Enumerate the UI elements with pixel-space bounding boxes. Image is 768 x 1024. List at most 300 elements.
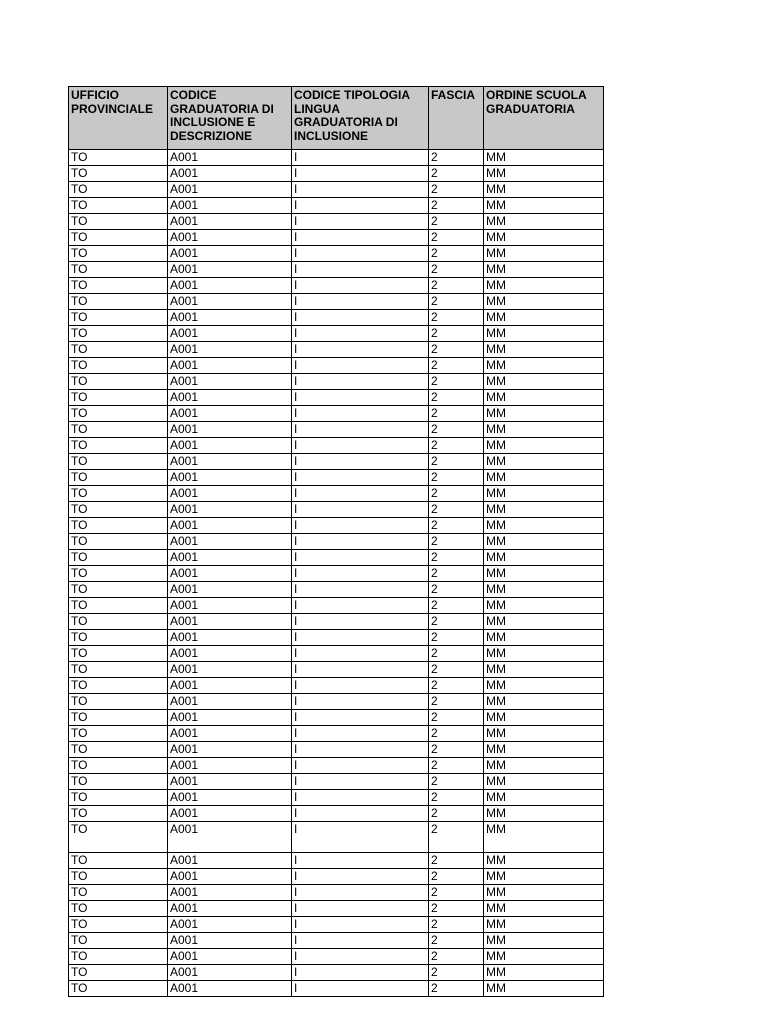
cell-ufficio: TO (69, 246, 168, 262)
cell-codice-graduatoria: A001 (168, 901, 292, 917)
cell-ordine-scuola: MM (484, 534, 604, 550)
cell-ufficio: TO (69, 758, 168, 774)
cell-fascia: 2 (429, 310, 484, 326)
cell-codice-tipologia: I (292, 885, 429, 901)
cell-ufficio: TO (69, 582, 168, 598)
cell-ordine-scuola: MM (484, 614, 604, 630)
cell-fascia: 2 (429, 981, 484, 997)
cell-fascia: 2 (429, 566, 484, 582)
table-body (69, 150, 604, 997)
cell-codice-tipologia: I (292, 646, 429, 662)
cell-codice-graduatoria: A001 (168, 550, 292, 566)
cell-codice-graduatoria: A001 (168, 150, 292, 166)
cell-ordine-scuola: MM (484, 710, 604, 726)
table-row (69, 310, 604, 326)
cell-ordine-scuola: MM (484, 694, 604, 710)
cell-codice-tipologia: I (292, 390, 429, 406)
table-row (69, 598, 604, 614)
cell-codice-graduatoria: A001 (168, 630, 292, 646)
cell-codice-tipologia: I (292, 294, 429, 310)
cell-codice-graduatoria: A001 (168, 869, 292, 885)
table-row (69, 630, 604, 646)
cell-fascia: 2 (429, 486, 484, 502)
cell-codice-tipologia: I (292, 678, 429, 694)
cell-ufficio: TO (69, 678, 168, 694)
cell-ufficio: TO (69, 949, 168, 965)
cell-codice-tipologia: I (292, 550, 429, 566)
cell-codice-graduatoria: A001 (168, 502, 292, 518)
table-row (69, 949, 604, 965)
cell-codice-graduatoria: A001 (168, 406, 292, 422)
col-header-codice-graduatoria: CODICE GRADUATORIA DI INCLUSIONE E DESCRIZIONE (168, 87, 292, 150)
cell-codice-graduatoria: A001 (168, 374, 292, 390)
table-row (69, 374, 604, 390)
data-table (68, 86, 604, 997)
table-row (69, 726, 604, 742)
cell-fascia: 2 (429, 774, 484, 790)
cell-codice-tipologia: I (292, 710, 429, 726)
col-header-ordine-scuola: ORDINE SCUOLA GRADUATORIA (484, 87, 604, 150)
cell-codice-graduatoria: A001 (168, 518, 292, 534)
cell-fascia: 2 (429, 214, 484, 230)
cell-fascia: 2 (429, 198, 484, 214)
cell-ordine-scuola: MM (484, 246, 604, 262)
cell-codice-tipologia: I (292, 582, 429, 598)
cell-ufficio: TO (69, 230, 168, 246)
cell-codice-tipologia: I (292, 614, 429, 630)
table-row (69, 710, 604, 726)
cell-fascia: 2 (429, 166, 484, 182)
cell-codice-tipologia: I (292, 869, 429, 885)
cell-codice-tipologia: I (292, 214, 429, 230)
cell-fascia: 2 (429, 422, 484, 438)
cell-fascia: 2 (429, 614, 484, 630)
cell-ufficio: TO (69, 518, 168, 534)
table-row (69, 774, 604, 790)
cell-codice-graduatoria: A001 (168, 534, 292, 550)
table-row (69, 853, 604, 869)
cell-codice-tipologia: I (292, 630, 429, 646)
cell-codice-graduatoria: A001 (168, 726, 292, 742)
cell-ufficio: TO (69, 310, 168, 326)
table-row (69, 550, 604, 566)
table-row (69, 438, 604, 454)
cell-ufficio: TO (69, 742, 168, 758)
cell-codice-graduatoria: A001 (168, 566, 292, 582)
cell-codice-tipologia: I (292, 502, 429, 518)
cell-ufficio: TO (69, 534, 168, 550)
table-row (69, 390, 604, 406)
cell-ufficio: TO (69, 454, 168, 470)
cell-ufficio: TO (69, 646, 168, 662)
table-row (69, 342, 604, 358)
table-row (69, 486, 604, 502)
cell-codice-graduatoria: A001 (168, 933, 292, 949)
cell-codice-graduatoria: A001 (168, 486, 292, 502)
cell-fascia: 2 (429, 230, 484, 246)
cell-fascia: 2 (429, 534, 484, 550)
cell-ufficio: TO (69, 166, 168, 182)
cell-ufficio: TO (69, 965, 168, 981)
cell-codice-tipologia: I (292, 422, 429, 438)
col-header-ufficio-provinciale: UFFICIO PROVINCIALE (69, 87, 168, 150)
cell-ordine-scuola: MM (484, 198, 604, 214)
cell-ordine-scuola: MM (484, 598, 604, 614)
cell-ufficio: TO (69, 470, 168, 486)
cell-ufficio: TO (69, 278, 168, 294)
cell-ufficio: TO (69, 614, 168, 630)
table-row (69, 246, 604, 262)
cell-ordine-scuola: MM (484, 326, 604, 342)
cell-fascia: 2 (429, 901, 484, 917)
cell-fascia: 2 (429, 326, 484, 342)
cell-fascia: 2 (429, 949, 484, 965)
cell-codice-tipologia: I (292, 230, 429, 246)
cell-fascia: 2 (429, 630, 484, 646)
cell-codice-graduatoria: A001 (168, 806, 292, 822)
table-row (69, 518, 604, 534)
cell-ordine-scuola: MM (484, 406, 604, 422)
cell-fascia: 2 (429, 822, 484, 853)
cell-codice-graduatoria: A001 (168, 358, 292, 374)
cell-ufficio: TO (69, 262, 168, 278)
table-row (69, 422, 604, 438)
cell-ordine-scuola: MM (484, 758, 604, 774)
cell-ufficio: TO (69, 550, 168, 566)
cell-codice-graduatoria: A001 (168, 166, 292, 182)
table-row (69, 885, 604, 901)
cell-codice-graduatoria: A001 (168, 422, 292, 438)
table-row (69, 534, 604, 550)
cell-ufficio: TO (69, 822, 168, 853)
cell-ufficio: TO (69, 790, 168, 806)
col-header-fascia: FASCIA (429, 87, 484, 150)
cell-ordine-scuola: MM (484, 550, 604, 566)
table-row (69, 965, 604, 981)
cell-ufficio: TO (69, 806, 168, 822)
cell-ufficio: TO (69, 694, 168, 710)
cell-ufficio: TO (69, 869, 168, 885)
cell-codice-tipologia: I (292, 949, 429, 965)
table-row (69, 869, 604, 885)
cell-ordine-scuola: MM (484, 582, 604, 598)
cell-ufficio: TO (69, 566, 168, 582)
cell-ordine-scuola: MM (484, 342, 604, 358)
table-row (69, 470, 604, 486)
cell-ordine-scuola: MM (484, 901, 604, 917)
cell-fascia: 2 (429, 726, 484, 742)
cell-fascia: 2 (429, 582, 484, 598)
cell-codice-graduatoria: A001 (168, 981, 292, 997)
table-row (69, 694, 604, 710)
cell-codice-graduatoria: A001 (168, 310, 292, 326)
cell-codice-graduatoria: A001 (168, 774, 292, 790)
cell-codice-graduatoria: A001 (168, 598, 292, 614)
cell-ordine-scuola: MM (484, 917, 604, 933)
cell-codice-graduatoria: A001 (168, 917, 292, 933)
cell-ufficio: TO (69, 390, 168, 406)
cell-codice-graduatoria: A001 (168, 965, 292, 981)
cell-codice-tipologia: I (292, 454, 429, 470)
cell-fascia: 2 (429, 358, 484, 374)
cell-codice-tipologia: I (292, 310, 429, 326)
cell-codice-graduatoria: A001 (168, 582, 292, 598)
table-row (69, 614, 604, 630)
cell-codice-graduatoria: A001 (168, 710, 292, 726)
cell-ordine-scuola: MM (484, 374, 604, 390)
cell-fascia: 2 (429, 390, 484, 406)
cell-ordine-scuola: MM (484, 790, 604, 806)
cell-ufficio: TO (69, 885, 168, 901)
table-row (69, 806, 604, 822)
table-row (69, 822, 604, 853)
cell-fascia: 2 (429, 182, 484, 198)
table-row (69, 214, 604, 230)
cell-ordine-scuola: MM (484, 662, 604, 678)
table-row (69, 502, 604, 518)
cell-ufficio: TO (69, 150, 168, 166)
cell-codice-graduatoria: A001 (168, 438, 292, 454)
cell-ordine-scuola: MM (484, 470, 604, 486)
cell-ufficio: TO (69, 294, 168, 310)
cell-ufficio: TO (69, 598, 168, 614)
table-row (69, 278, 604, 294)
cell-fascia: 2 (429, 454, 484, 470)
cell-fascia: 2 (429, 678, 484, 694)
cell-ordine-scuola: MM (484, 566, 604, 582)
cell-ufficio: TO (69, 630, 168, 646)
cell-codice-graduatoria: A001 (168, 198, 292, 214)
cell-fascia: 2 (429, 374, 484, 390)
cell-codice-tipologia: I (292, 806, 429, 822)
cell-codice-tipologia: I (292, 566, 429, 582)
cell-ordine-scuola: MM (484, 214, 604, 230)
cell-codice-graduatoria: A001 (168, 294, 292, 310)
cell-ufficio: TO (69, 342, 168, 358)
cell-ordine-scuola: MM (484, 262, 604, 278)
cell-codice-tipologia: I (292, 534, 429, 550)
table-row (69, 230, 604, 246)
table-row (69, 758, 604, 774)
cell-codice-tipologia: I (292, 326, 429, 342)
cell-codice-tipologia: I (292, 981, 429, 997)
table-row (69, 566, 604, 582)
cell-codice-tipologia: I (292, 342, 429, 358)
cell-codice-graduatoria: A001 (168, 454, 292, 470)
cell-ordine-scuola: MM (484, 486, 604, 502)
cell-ordine-scuola: MM (484, 933, 604, 949)
table-row (69, 294, 604, 310)
table-row (69, 646, 604, 662)
cell-ordine-scuola: MM (484, 358, 604, 374)
cell-codice-tipologia: I (292, 933, 429, 949)
cell-ordine-scuola: MM (484, 294, 604, 310)
cell-ordine-scuola: MM (484, 310, 604, 326)
cell-codice-tipologia: I (292, 598, 429, 614)
table-header (69, 87, 604, 150)
cell-codice-tipologia: I (292, 358, 429, 374)
cell-ordine-scuola: MM (484, 438, 604, 454)
cell-codice-graduatoria: A001 (168, 246, 292, 262)
cell-ufficio: TO (69, 901, 168, 917)
cell-fascia: 2 (429, 406, 484, 422)
cell-ufficio: TO (69, 182, 168, 198)
cell-codice-tipologia: I (292, 853, 429, 869)
table-row (69, 917, 604, 933)
cell-codice-tipologia: I (292, 470, 429, 486)
cell-ordine-scuola: MM (484, 454, 604, 470)
table-row (69, 901, 604, 917)
cell-ufficio: TO (69, 214, 168, 230)
table-row (69, 326, 604, 342)
cell-ordine-scuola: MM (484, 150, 604, 166)
cell-codice-tipologia: I (292, 790, 429, 806)
cell-ufficio: TO (69, 438, 168, 454)
table-row (69, 166, 604, 182)
cell-codice-graduatoria: A001 (168, 470, 292, 486)
cell-codice-graduatoria: A001 (168, 278, 292, 294)
cell-codice-graduatoria: A001 (168, 262, 292, 278)
table-row (69, 662, 604, 678)
cell-ordine-scuola: MM (484, 806, 604, 822)
cell-codice-tipologia: I (292, 182, 429, 198)
cell-ordine-scuola: MM (484, 981, 604, 997)
cell-codice-graduatoria: A001 (168, 214, 292, 230)
cell-codice-graduatoria: A001 (168, 390, 292, 406)
cell-codice-tipologia: I (292, 917, 429, 933)
cell-ordine-scuola: MM (484, 853, 604, 869)
cell-fascia: 2 (429, 438, 484, 454)
table-row (69, 454, 604, 470)
cell-fascia: 2 (429, 806, 484, 822)
cell-codice-graduatoria: A001 (168, 822, 292, 853)
cell-codice-tipologia: I (292, 742, 429, 758)
cell-fascia: 2 (429, 278, 484, 294)
cell-ufficio: TO (69, 374, 168, 390)
cell-ufficio: TO (69, 422, 168, 438)
table-row (69, 981, 604, 997)
table-row (69, 790, 604, 806)
cell-fascia: 2 (429, 662, 484, 678)
col-header-codice-tipologia-lingua: CODICE TIPOLOGIA LINGUA GRADUATORIA DI INCLUSIONE (292, 87, 429, 150)
cell-codice-tipologia: I (292, 262, 429, 278)
cell-fascia: 2 (429, 710, 484, 726)
table-row (69, 742, 604, 758)
cell-codice-tipologia: I (292, 965, 429, 981)
cell-codice-tipologia: I (292, 662, 429, 678)
cell-codice-graduatoria: A001 (168, 646, 292, 662)
cell-ordine-scuola: MM (484, 822, 604, 853)
cell-codice-tipologia: I (292, 901, 429, 917)
cell-codice-graduatoria: A001 (168, 742, 292, 758)
cell-ordine-scuola: MM (484, 742, 604, 758)
cell-ufficio: TO (69, 486, 168, 502)
table-row (69, 406, 604, 422)
cell-ufficio: TO (69, 662, 168, 678)
cell-ordine-scuola: MM (484, 965, 604, 981)
cell-ufficio: TO (69, 981, 168, 997)
cell-codice-tipologia: I (292, 278, 429, 294)
cell-ufficio: TO (69, 774, 168, 790)
cell-ufficio: TO (69, 726, 168, 742)
cell-ordine-scuola: MM (484, 502, 604, 518)
cell-fascia: 2 (429, 742, 484, 758)
cell-fascia: 2 (429, 262, 484, 278)
cell-codice-tipologia: I (292, 774, 429, 790)
cell-fascia: 2 (429, 933, 484, 949)
table-row (69, 150, 604, 166)
table-row (69, 582, 604, 598)
cell-codice-tipologia: I (292, 758, 429, 774)
cell-codice-tipologia: I (292, 518, 429, 534)
cell-ordine-scuola: MM (484, 869, 604, 885)
cell-ordine-scuola: MM (484, 390, 604, 406)
cell-ufficio: TO (69, 198, 168, 214)
cell-fascia: 2 (429, 965, 484, 981)
cell-codice-tipologia: I (292, 150, 429, 166)
cell-codice-tipologia: I (292, 822, 429, 853)
cell-ordine-scuola: MM (484, 726, 604, 742)
cell-codice-graduatoria: A001 (168, 790, 292, 806)
cell-codice-graduatoria: A001 (168, 182, 292, 198)
cell-fascia: 2 (429, 598, 484, 614)
cell-codice-graduatoria: A001 (168, 326, 292, 342)
table-row (69, 933, 604, 949)
cell-codice-tipologia: I (292, 726, 429, 742)
cell-codice-tipologia: I (292, 166, 429, 182)
cell-ufficio: TO (69, 502, 168, 518)
cell-codice-graduatoria: A001 (168, 342, 292, 358)
cell-fascia: 2 (429, 342, 484, 358)
cell-ordine-scuola: MM (484, 646, 604, 662)
cell-ufficio: TO (69, 406, 168, 422)
cell-ordine-scuola: MM (484, 949, 604, 965)
cell-codice-tipologia: I (292, 438, 429, 454)
header-row (69, 87, 604, 150)
cell-ordine-scuola: MM (484, 278, 604, 294)
cell-codice-graduatoria: A001 (168, 949, 292, 965)
cell-ufficio: TO (69, 710, 168, 726)
cell-fascia: 2 (429, 470, 484, 486)
cell-codice-graduatoria: A001 (168, 678, 292, 694)
cell-ufficio: TO (69, 917, 168, 933)
cell-codice-graduatoria: A001 (168, 853, 292, 869)
cell-fascia: 2 (429, 790, 484, 806)
cell-fascia: 2 (429, 294, 484, 310)
cell-fascia: 2 (429, 646, 484, 662)
cell-fascia: 2 (429, 853, 484, 869)
cell-codice-tipologia: I (292, 198, 429, 214)
cell-ordine-scuola: MM (484, 230, 604, 246)
cell-codice-tipologia: I (292, 694, 429, 710)
cell-fascia: 2 (429, 502, 484, 518)
cell-codice-graduatoria: A001 (168, 614, 292, 630)
cell-codice-graduatoria: A001 (168, 662, 292, 678)
cell-fascia: 2 (429, 246, 484, 262)
cell-ufficio: TO (69, 933, 168, 949)
table-row (69, 182, 604, 198)
table-row (69, 358, 604, 374)
cell-ufficio: TO (69, 326, 168, 342)
cell-fascia: 2 (429, 550, 484, 566)
cell-ordine-scuola: MM (484, 518, 604, 534)
table-row (69, 262, 604, 278)
cell-ordine-scuola: MM (484, 182, 604, 198)
cell-ordine-scuola: MM (484, 166, 604, 182)
cell-fascia: 2 (429, 758, 484, 774)
cell-ordine-scuola: MM (484, 774, 604, 790)
cell-fascia: 2 (429, 150, 484, 166)
